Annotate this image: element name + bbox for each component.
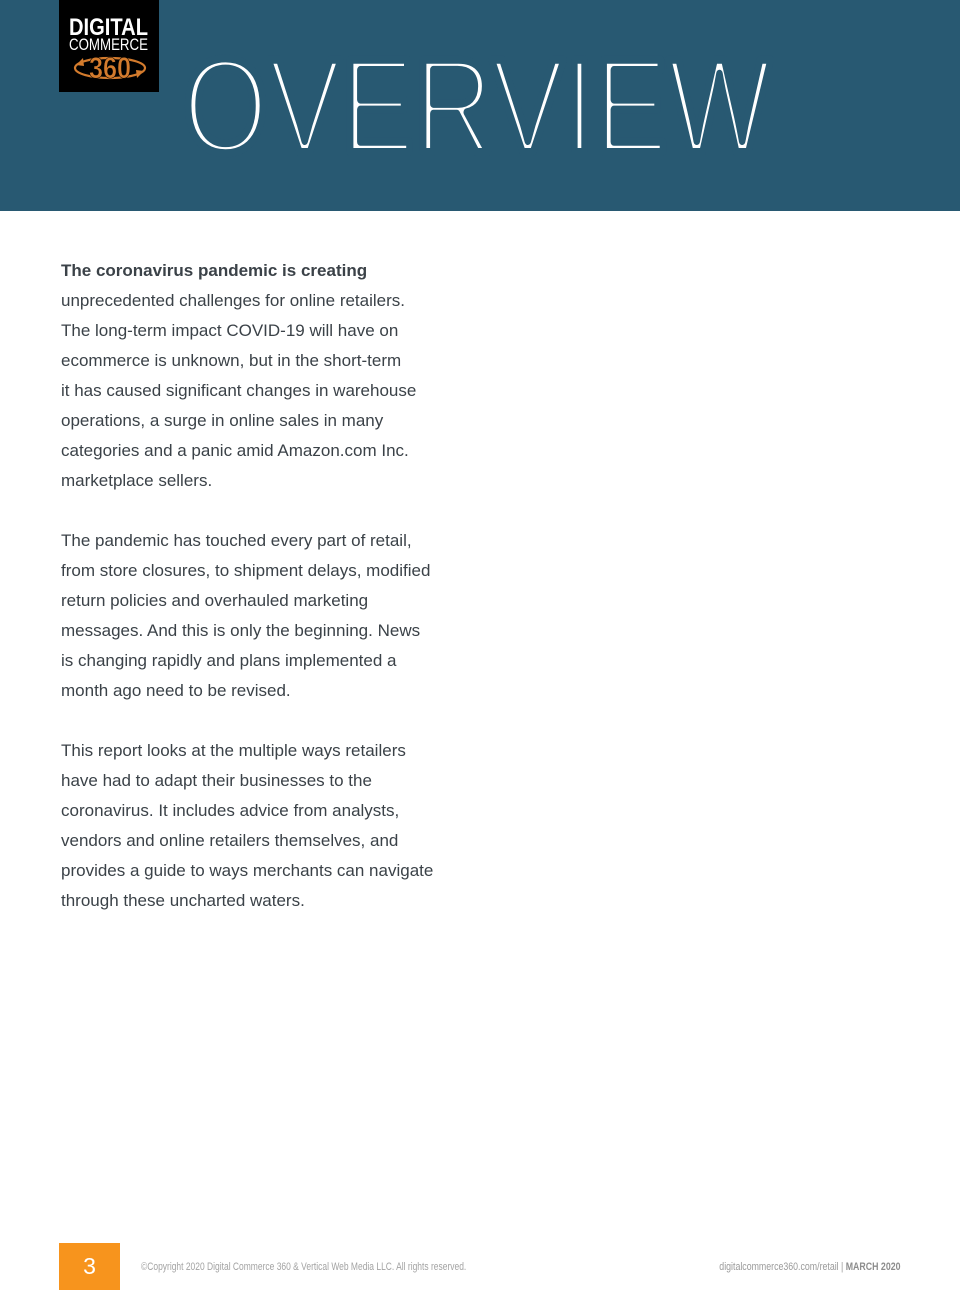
text-line: provides a guide to ways merchants can navigate [61, 861, 434, 880]
text-line: ecommerce is unknown, but in the short-term [61, 351, 402, 370]
text-line: through these uncharted waters. [61, 891, 305, 910]
article-body [61, 256, 541, 946]
text-line: The pandemic has touched every part of retail, [61, 531, 412, 550]
text-line: have had to adapt their businesses to the [61, 771, 372, 790]
text-line: This report looks at the multiple ways retailers [61, 741, 406, 760]
paragraph-report-scope [61, 736, 541, 916]
text-line: vendors and online retailers themselves, and [61, 831, 399, 850]
text-line: categories and a panic amid Amazon.com Inc. [61, 441, 409, 460]
footer-separator: | [840, 1261, 843, 1273]
copyright-notice: ©Copyright 2020 Digital Commerce 360 & Vertical Web Media LLC. All rights reserved. [141, 1261, 467, 1273]
paragraph-intro [61, 256, 541, 496]
text-line: marketplace sellers. [61, 471, 213, 490]
lead-text: The coronavirus pandemic is creating [61, 261, 368, 280]
footer-meta [719, 1260, 900, 1274]
text-line: is changing rapidly and plans implemented a [61, 651, 397, 670]
text-line: from store closures, to shipment delays, modified [61, 561, 431, 580]
paragraph-impact [61, 526, 541, 706]
logo-word-commerce: COMMERCE [69, 35, 148, 54]
site-url: digitalcommerce360.com/retail [718, 1261, 839, 1273]
logo-number-360: 360 [89, 52, 131, 85]
text-line: operations, a surge in online sales in many [61, 411, 384, 430]
header-band [0, 0, 960, 211]
text-line: it has caused significant changes in warehouse [61, 381, 417, 400]
text-line: coronavirus. It includes advice from analysts, [61, 801, 400, 820]
text-line: unprecedented challenges for online retailers. [61, 291, 406, 310]
page-title: OVERVIEW [183, 32, 772, 181]
page-number: 3 [83, 1253, 96, 1279]
page-number-badge [59, 1243, 120, 1290]
logo-graphic [59, 0, 159, 92]
publication-date: MARCH 2020 [845, 1261, 900, 1273]
text-line: return policies and overhauled marketing [61, 591, 369, 610]
logo-word-digital: DIGITAL [69, 14, 148, 41]
text-line: messages. And this is only the beginning. News [61, 621, 421, 640]
text-line: month ago need to be revised. [61, 681, 291, 700]
text-line: The long-term impact COVID-19 will have on [61, 321, 399, 340]
digital-commerce-360-logo [59, 0, 159, 92]
page-title-graphic [183, 0, 903, 211]
